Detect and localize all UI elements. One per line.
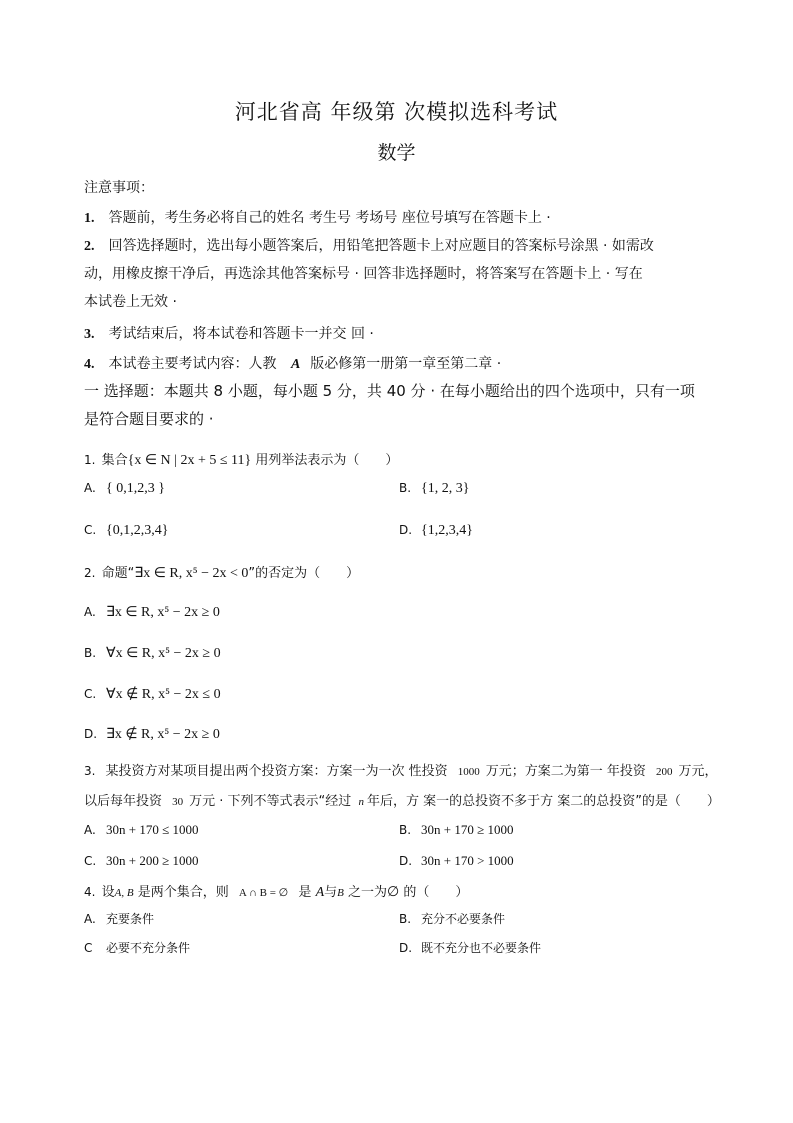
option-text: 充分不必要条件	[421, 912, 506, 926]
question-formula: {x ∈ N | 2x + 5 ≤ 11}	[127, 453, 252, 468]
question-1-stem	[84, 449, 724, 469]
question-text: 万元，	[678, 764, 718, 779]
notice-item-3	[84, 323, 724, 343]
option-label: C.	[84, 523, 97, 537]
question-text: 以后每年投资	[84, 794, 163, 809]
question-variable: A, B	[114, 887, 134, 899]
notice-item-4	[84, 353, 724, 373]
notice-item-2-end	[84, 291, 724, 311]
option-label: D.	[84, 727, 98, 741]
q4-option-a	[84, 910, 154, 927]
section-heading-line2: 是符合题目要求的 ·	[84, 410, 214, 428]
notice-edition-letter: A	[290, 357, 301, 372]
notice-text: 动，用橡皮擦干净后，再选涂其他答案标号 · 回答非选择题时，将答案写在答题卡上 · 写在	[84, 266, 643, 282]
option-text: ∃x ∈ R, x⁵ − 2x ≥ 0	[106, 605, 220, 620]
question-variable: A	[315, 885, 325, 900]
question-variable: n	[358, 796, 364, 808]
option-text: 30n + 170 > 1000	[421, 853, 514, 868]
option-text: {1,2,3,4}	[421, 523, 473, 538]
question-number: 1.	[84, 453, 96, 467]
option-label: A.	[84, 605, 96, 619]
question-formula: A ∩ B = ∅	[238, 887, 289, 899]
option-text: 既不充分也不必要条件	[421, 941, 542, 955]
question-text: 万元 · 下列不等式表示“经过	[189, 794, 352, 809]
option-text: ∀x ∉ R, x⁵ − 2x ≤ 0	[106, 687, 221, 702]
notice-text: 版必修第一册第一章至第二章 ·	[310, 356, 502, 372]
notice-text: 答题前，考生务必将自己的姓名 考生号 考场号 座位号填写在答题卡上 ·	[108, 210, 551, 226]
exam-title: 河北省高 年级第 次模拟选科考试	[234, 100, 559, 124]
question-text: 之一为	[348, 885, 388, 900]
notice-text: 本试卷上无效 ·	[84, 294, 177, 310]
notice-item-1	[84, 207, 724, 227]
option-text: 30n + 200 ≥ 1000	[106, 853, 199, 868]
section-heading-line1: 一 选择题：本题共 8 小题，每小题 5 分，共 40 分 · 在每小题给出的四个选项中，只有一项	[84, 382, 695, 400]
option-label: B.	[399, 912, 412, 926]
notice-number: 1.	[84, 211, 95, 226]
question-text: 用列举法表示为（ ）	[255, 453, 399, 468]
q4-option-b	[399, 910, 505, 927]
question-number: 3.	[84, 764, 96, 778]
q2-option-b	[84, 645, 221, 662]
notice-text: 考试结束后，将本试卷和答题卡一并交 回 ·	[108, 326, 374, 342]
option-label: D.	[399, 941, 413, 955]
option-label: A.	[84, 481, 96, 495]
q2-option-a	[84, 604, 220, 621]
question-text: 万元；方案二为第一 年投资	[485, 764, 646, 779]
q4-option-c	[84, 939, 190, 956]
option-text: ∀x ∈ R, x⁵ − 2x ≥ 0	[106, 646, 221, 661]
question-amount: 1000	[457, 766, 480, 778]
option-label: D.	[399, 854, 413, 868]
question-text: 命题“	[101, 566, 135, 581]
q4-option-d	[399, 939, 541, 956]
option-label: C.	[84, 854, 97, 868]
question-3-stem-line1	[84, 760, 724, 779]
q3-option-d	[399, 853, 514, 869]
q2-option-c	[84, 686, 221, 703]
question-formula: ∃x ∈ R, x⁵ − 2x < 0	[134, 566, 249, 581]
option-text: ∃x ∉ R, x⁵ − 2x ≥ 0	[106, 727, 220, 742]
option-label: A.	[84, 912, 96, 926]
option-label: B.	[84, 646, 97, 660]
option-text: 必要不充分条件	[106, 941, 191, 955]
question-amount: 30	[172, 796, 184, 808]
option-label: C	[84, 941, 93, 955]
notice-item-2-cont	[84, 263, 724, 283]
notice-number: 2.	[84, 239, 95, 254]
question-text: 设	[101, 885, 115, 900]
q3-option-a	[84, 822, 198, 838]
question-variable: B	[337, 887, 344, 899]
notice-heading: 注意事项：	[84, 180, 154, 196]
option-label: D.	[399, 523, 413, 537]
q1-option-d	[399, 523, 473, 539]
option-label: B.	[399, 481, 412, 495]
question-text: 是	[298, 885, 312, 900]
notice-number: 3.	[84, 327, 95, 342]
question-number: 4.	[84, 885, 96, 899]
question-text: 某投资方对某项目提出两个投资方案：方案一为一次 性投资	[105, 764, 448, 779]
question-2-stem	[84, 562, 724, 582]
question-text: 与	[324, 885, 338, 900]
q1-option-b	[399, 481, 469, 497]
notice-number: 4.	[84, 357, 95, 372]
option-text: {0,1,2,3,4}	[106, 523, 169, 538]
question-text: 是两个集合，则	[137, 885, 229, 900]
q3-option-b	[399, 822, 513, 838]
option-label: A.	[84, 823, 96, 837]
q1-option-a	[84, 481, 165, 497]
q3-option-c	[84, 853, 198, 869]
question-number: 2.	[84, 566, 96, 580]
question-amount: 200	[656, 766, 673, 778]
question-formula: ∅	[387, 885, 400, 900]
question-text: 集合	[101, 453, 128, 468]
notice-text: 本试卷主要考试内容：人教	[108, 356, 277, 372]
question-text: 年后，方 案一的总投资不多于方 案二的总投资”的是（ ）	[366, 794, 720, 809]
option-text: 30n + 170 ≥ 1000	[421, 822, 514, 837]
option-text: {1, 2, 3}	[421, 481, 470, 496]
subject-title: 数学	[377, 142, 416, 164]
option-text: { 0,1,2,3 }	[106, 481, 165, 496]
q1-option-c	[84, 523, 168, 539]
option-text: 充要条件	[106, 912, 155, 926]
option-label: B.	[399, 823, 412, 837]
option-label: C.	[84, 687, 97, 701]
option-text: 30n + 170 ≤ 1000	[106, 822, 199, 837]
notice-text: 回答选择题时，选出每小题答案后，用铅笔把答题卡上对应题目的答案标号涂黑 · 如需改	[108, 238, 654, 254]
question-text: ”的否定为（ ）	[248, 566, 360, 581]
question-4-stem	[84, 881, 724, 901]
q2-option-d	[84, 726, 220, 743]
question-3-stem-line2	[84, 790, 724, 809]
notice-item-2	[84, 235, 724, 255]
question-text: 的（ ）	[403, 885, 469, 900]
